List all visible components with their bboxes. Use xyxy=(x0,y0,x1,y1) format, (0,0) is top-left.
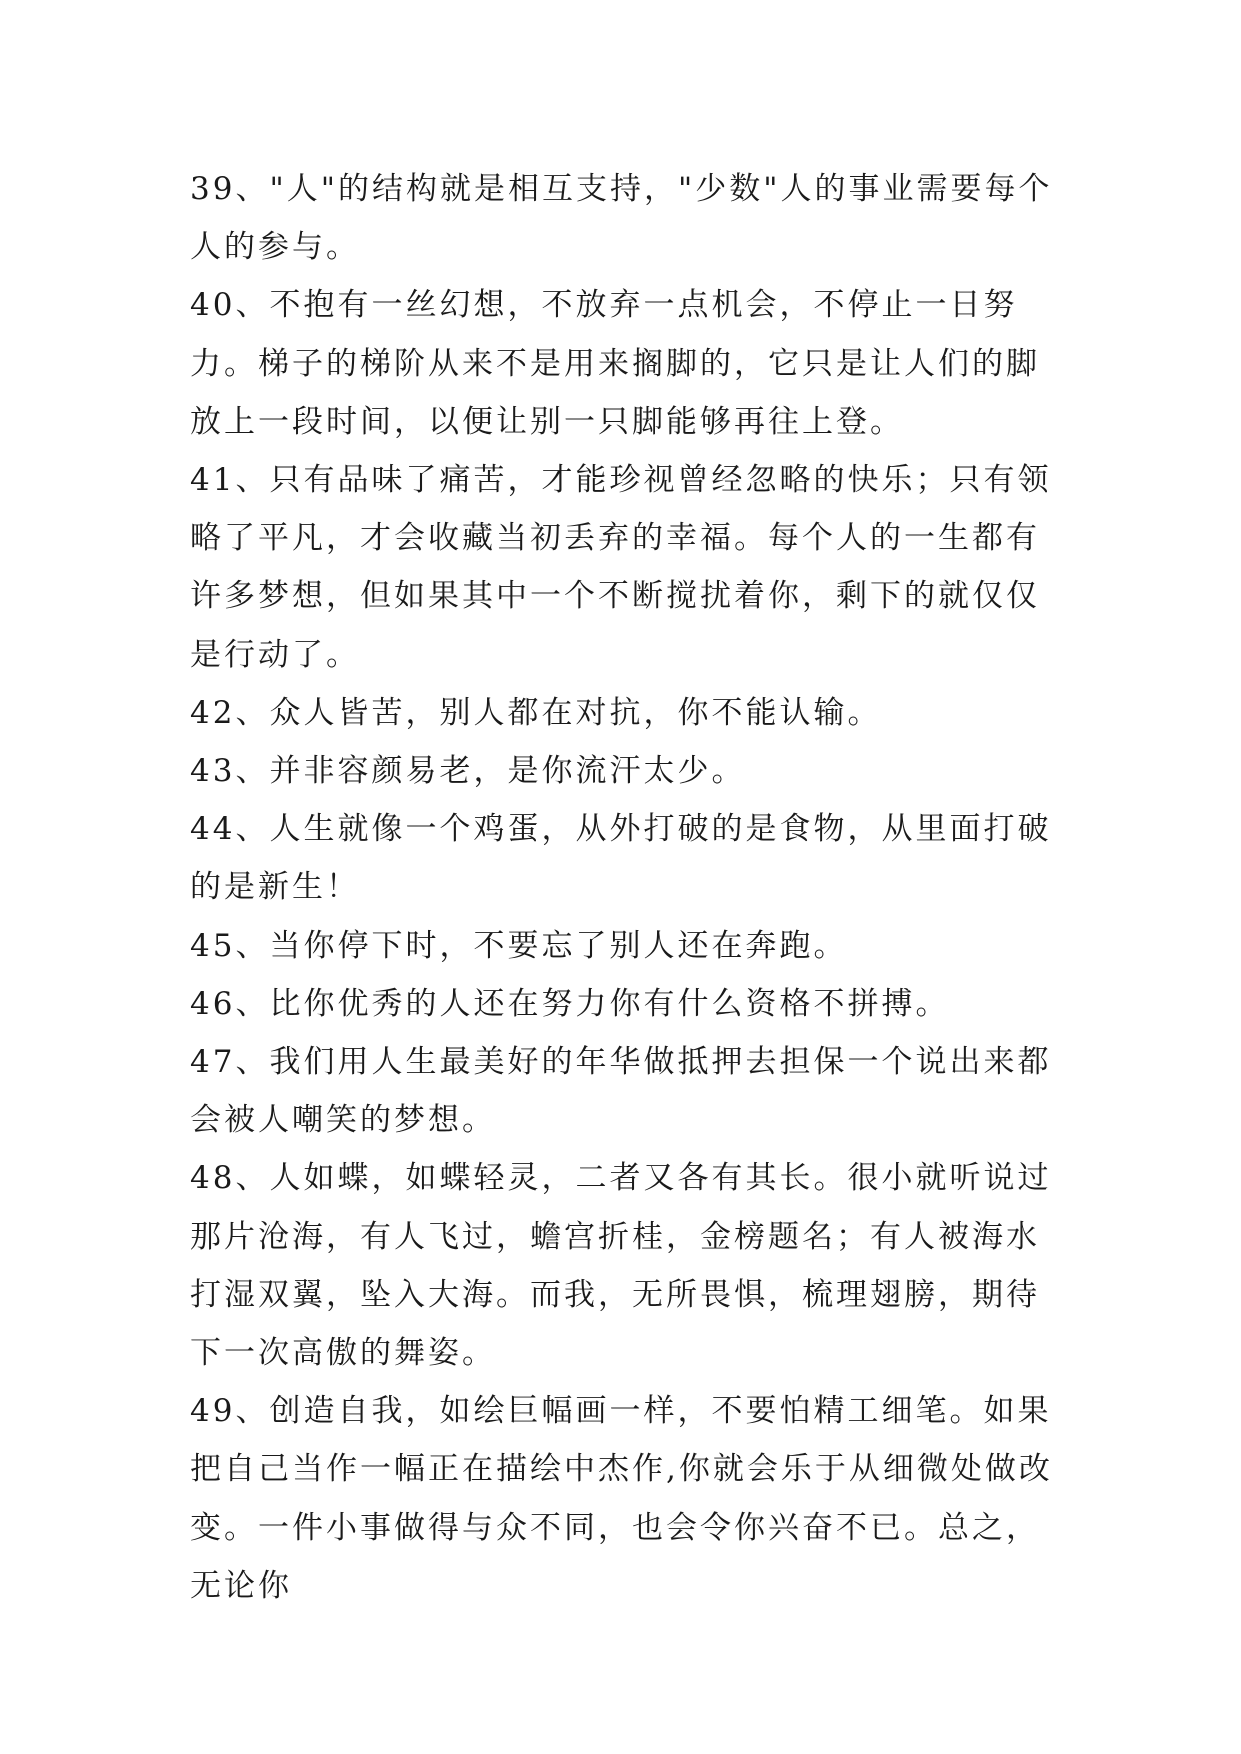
document-body xyxy=(190,160,1070,1615)
paragraph-42: 42、众人皆苦，别人都在对抗，你不能认输。 xyxy=(190,694,882,731)
paragraph-45: 45、当你停下时，不要忘了别人还在奔跑。 xyxy=(190,927,848,964)
paragraph-40: 40、不抱有一丝幻想，不放弃一点机会，不停止一日努力。梯子的梯阶从来不是用来搁脚的，它只是让人们的脚放上一段时间，以便让别一只脚能够再往上登。 xyxy=(190,287,1040,440)
paragraph-48: 48、人如蝶，如蝶轻灵，二者又各有其长。很小就听说过那片沧海，有人飞过，蟾宫折桂，金榜题名；有人被海水打湿双翼，坠入大海。而我，无所畏惧，梳理翅膀，期待下一次高傲的舞姿。 xyxy=(190,1160,1052,1372)
paragraph-39: 39、"人"的结构就是相互支持，"少数"人的事业需要每个人的参与。 xyxy=(190,171,1053,266)
paragraph-44: 44、人生就像一个鸡蛋，从外打破的是食物，从里面打破的是新生！ xyxy=(190,811,1052,906)
paragraph-41: 41、只有品味了痛苦，才能珍视曾经忽略的快乐；只有领略了平凡，才会收藏当初丢弃的幸福。每个人的一生都有许多梦想，但如果其中一个不断搅扰着你，剩下的就仅仅是行动了。 xyxy=(190,462,1052,673)
paragraph-43: 43、并非容颜易老，是你流汗太少。 xyxy=(190,753,746,790)
paragraph-46: 46、比你优秀的人还在努力你有什么资格不拼搏。 xyxy=(190,985,950,1022)
paragraph-49: 49、创造自我，如绘巨幅画一样，不要怕精工细笔。如果把自己当作一幅正在描绘中杰作,你就会乐于从细微处做改变。一件小事做得与众不同，也会令你兴奋不已。总之，无论你 xyxy=(190,1393,1053,1604)
paragraph-47: 47、我们用人生最美好的年华做抵押去担保一个说出来都会被人嘲笑的梦想。 xyxy=(190,1044,1052,1139)
